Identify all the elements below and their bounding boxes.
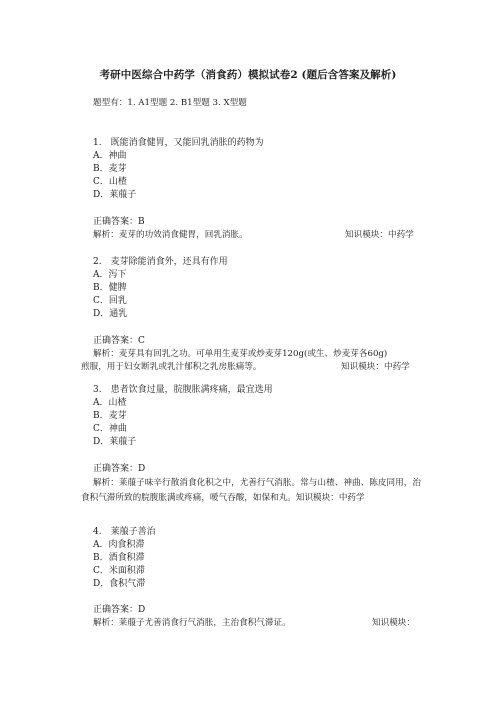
option: D．食积气滞 — [93, 579, 146, 589]
option: B．麦芽 — [93, 164, 127, 174]
option: C．回乳 — [93, 296, 127, 306]
explanation: 解析：莱菔子味辛行散消食化积之中，尤善行气消胀。常与山楂、神曲、陈皮同用，治食积气滞所致的脘腹胀满或疼痛，嗳气吞酸，如保和丸。知识模块：中药学 — [81, 478, 421, 503]
option: B．健脾 — [93, 283, 127, 293]
question-stem: 1. 既能消食健胃，又能回乳消胀的药物为 — [93, 138, 264, 148]
question-stem: 4. 莱菔子善治 — [93, 527, 156, 537]
question-types: 题型有：1. A1型题 2. B1型题 3. X型题 — [93, 98, 247, 108]
option: D．莱菔子 — [93, 190, 137, 200]
knowledge-module: 知识模块： — [372, 618, 415, 628]
explanation: 解析：麦芽具有回乳之功。可单用生麦芽或炒麦芽120g(或生、炒麦芽各60g) — [93, 349, 388, 359]
question-stem: 2. 麦芽除能消食外，还具有作用 — [93, 257, 228, 267]
option: D．通乳 — [93, 309, 128, 319]
question-stem: 3. 患者饮食过量，脘腹胀满疼痛，最宜选用 — [93, 385, 273, 395]
option: B．酒食积滞 — [93, 553, 145, 563]
knowledge-module: 知识模块：中药学 — [345, 230, 414, 240]
page-title: 考研中医综合中药学（消食药）模拟试卷2 (题后含答案及解析) — [99, 69, 397, 81]
explanation: 解析：麦芽的功效消食健胃，回乳消胀。 — [93, 230, 248, 240]
option: A．神曲 — [93, 151, 127, 161]
option: A．肉食积滞 — [93, 540, 145, 550]
explanation: 解析：莱菔子尤善消食行气消胀，主治食积气滞证。 — [93, 618, 291, 628]
option: C．神曲 — [93, 424, 127, 434]
correct-answer: 正确答案：D — [93, 605, 146, 615]
option: D．莱菔子 — [93, 437, 137, 447]
option: C．米面积滞 — [93, 566, 145, 576]
correct-answer: 正确答案：D — [93, 464, 146, 474]
option: A．泻下 — [93, 270, 127, 280]
correct-answer: 正确答案：B — [93, 217, 145, 227]
knowledge-module: 知识模块：中药学 — [341, 362, 410, 372]
option: A．山楂 — [93, 398, 127, 408]
explanation-continued: 煎服，用于妇女断乳或乳汁郁积之乳房胀痛等。 — [81, 362, 262, 372]
option: C．山楂 — [93, 177, 127, 187]
option: B．麦芽 — [93, 411, 127, 421]
correct-answer: 正确答案：C — [93, 336, 145, 346]
